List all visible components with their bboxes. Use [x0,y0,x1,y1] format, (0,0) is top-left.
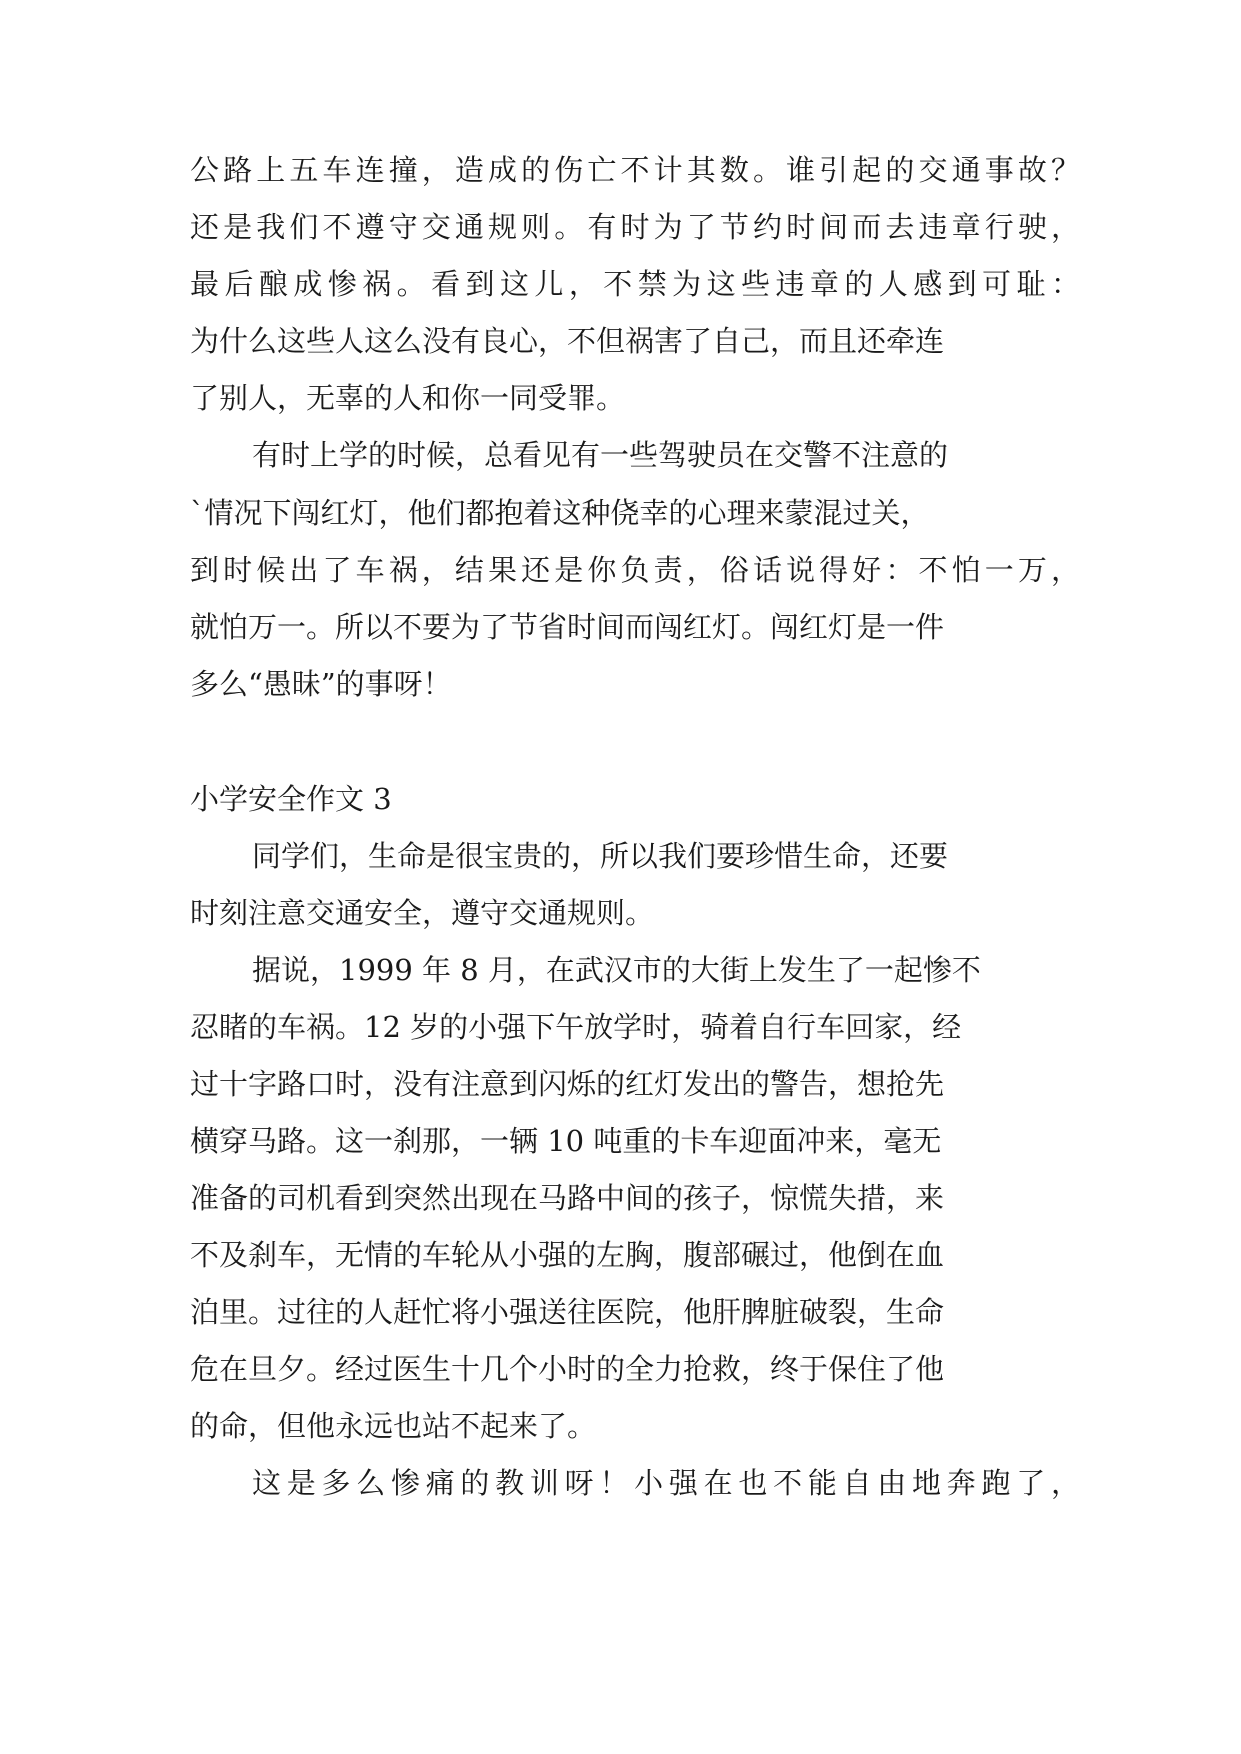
text-line: 横穿马路。这一刹那，一辆 10 吨重的卡车迎面冲来，毫无 [190,1124,942,1158]
text-line: 时刻注意交通安全，遵守交通规则。 [190,896,655,930]
paragraph-first-line: 据说，1999 年 8 月，在武汉市的大街上发生了一起惨不 [252,953,981,987]
paragraph-first-line: 同学们，生命是很宝贵的，所以我们要珍惜生命，还要 [252,839,949,873]
text-line: 为什么这些人这么没有良心，不但祸害了自己，而且还牵连 [190,324,945,358]
paragraph-first-line: 这是多么惨痛的教训呀！小强在也不能自由地奔跑了， [252,1466,1080,1500]
text-line: 危在旦夕。经过医生十几个小时的全力抢救，终于保住了他 [190,1352,945,1386]
text-line: 公路上五车连撞，造成的伤亡不计其数。谁引起的交通事故？ [190,153,1080,187]
text-line: `情况下闯红灯，他们都抱着这种侥幸的心理来蒙混过关， [190,496,930,530]
text-line: 了别人，无辜的人和你一同受罪。 [190,381,626,415]
text-line: 最后酿成惨祸。看到这儿，不禁为这些违章的人感到可耻： [190,267,1080,301]
section-heading: 小学安全作文 3 [190,782,392,816]
text-line: 就怕万一。所以不要为了节省时间而闯红灯。闯红灯是一件 [190,610,945,644]
paragraph-first-line: 有时上学的时候，总看见有一些驾驶员在交警不注意的 [252,438,949,472]
text-line: 过十字路口时，没有注意到闪烁的红灯发出的警告，想抢先 [190,1067,945,1101]
text-line: 泊里。过往的人赶忙将小强送往医院，他肝脾脏破裂，生命 [190,1295,945,1329]
text-line: 准备的司机看到突然出现在马路中间的孩子，惊慌失措，来 [190,1181,945,1215]
text-line: 忍睹的车祸。12 岁的小强下午放学时，骑着自行车回家，经 [190,1010,962,1044]
text-line: 的命，但他永远也站不起来了。 [190,1409,597,1443]
text-line: 不及刹车，无情的车轮从小强的左胸，腹部碾过，他倒在血 [190,1238,945,1272]
text-line: 到时候出了车祸，结果还是你负责，俗话说得好：不怕一万， [190,553,1080,587]
text-line: 还是我们不遵守交通规则。有时为了节约时间而去违章行驶， [190,210,1080,244]
text-line: 多么“愚昧”的事呀！ [190,667,452,701]
